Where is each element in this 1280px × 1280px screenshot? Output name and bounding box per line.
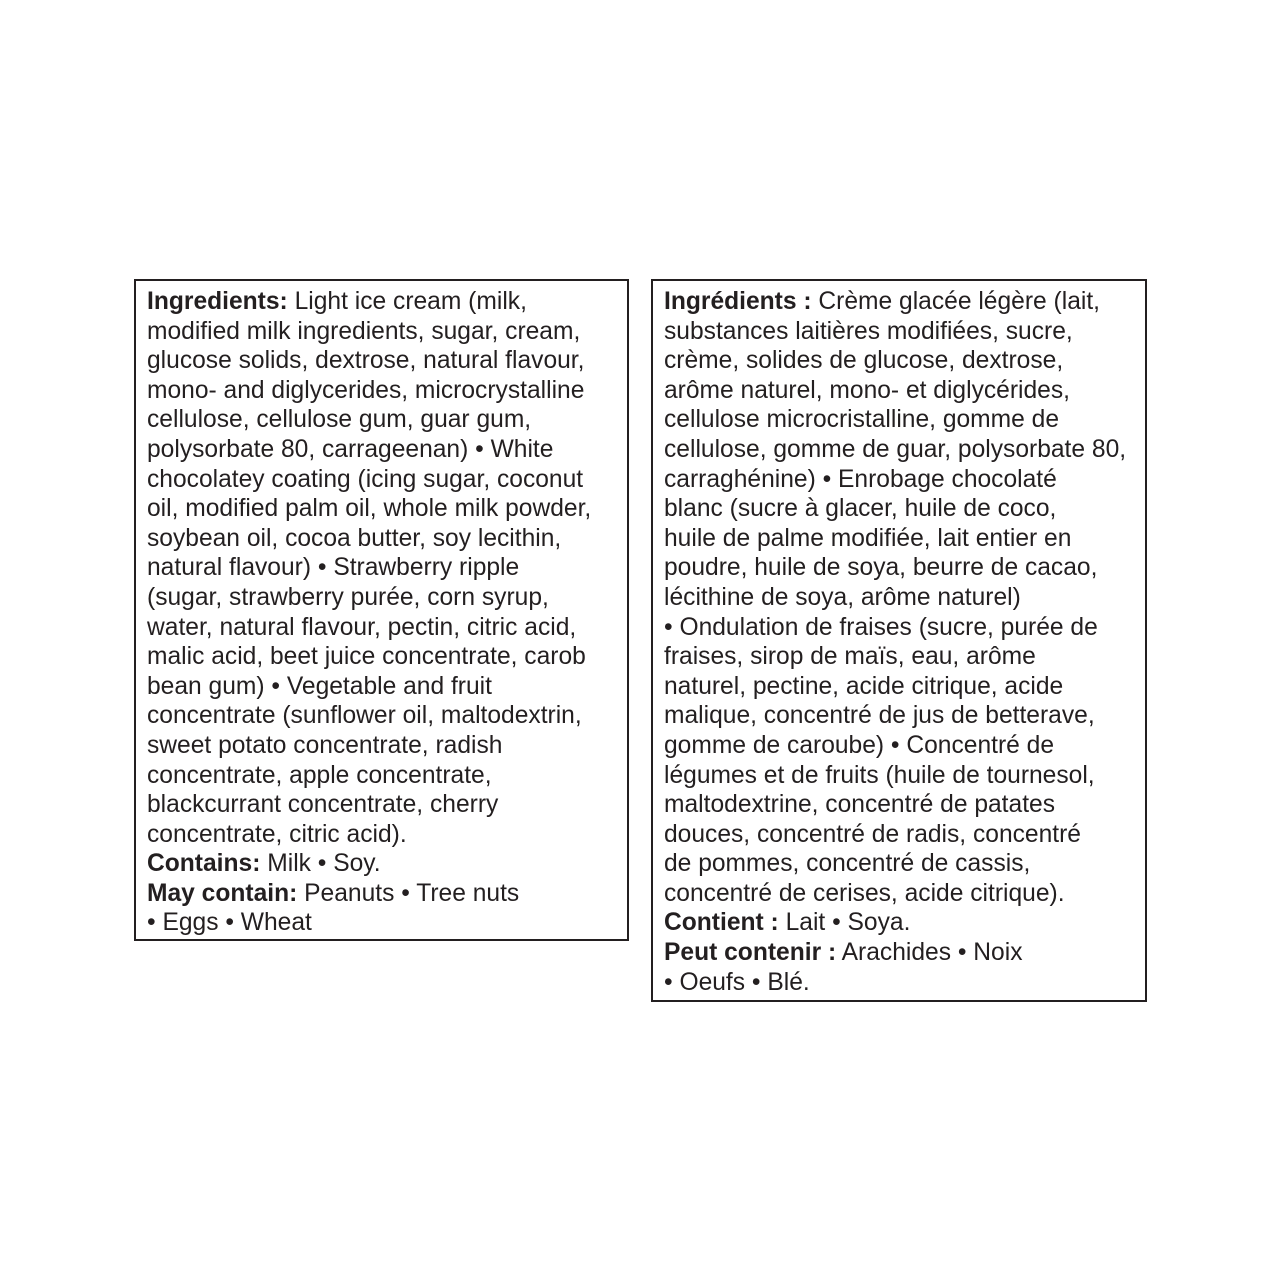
label-contains: Contains: <box>147 850 261 878</box>
text-line: malique, concentré de jus de betterave, <box>664 702 1095 730</box>
line-text: Light ice cream (milk, <box>287 288 527 315</box>
label-ingredients: Ingredients: <box>147 288 288 315</box>
text-line: huile de palme modifiée, lait entier en <box>664 524 1072 552</box>
line-text: Milk • Soy. <box>260 850 381 878</box>
text-line: douces, concentré de radis, concentré <box>664 820 1081 848</box>
text-line: naturel, pectine, acide citrique, acide <box>664 672 1064 700</box>
text-line <box>664 908 1139 938</box>
text-line: polysorbate 80, carrageenan) • White <box>147 435 554 463</box>
ingredients-panel-english <box>134 279 629 941</box>
text-line: légumes et de fruits (huile de tournesol, <box>664 761 1095 789</box>
text-line: maltodextrine, concentré de patates <box>664 791 1056 819</box>
text-line: concentrate, apple concentrate, <box>147 761 492 789</box>
text-line: bean gum) • Vegetable and fruit <box>147 672 492 700</box>
label-may-contain: Peut contenir : <box>664 939 837 967</box>
text-line: carraghénine) • Enrobage chocolaté <box>664 465 1057 493</box>
text-line: oil, modified palm oil, whole milk powder, <box>147 495 592 523</box>
text-line <box>147 849 621 879</box>
text-line: mono- and diglycerides, microcrystalline <box>147 376 585 404</box>
text-line: blanc (sucre à glacer, huile de coco, <box>664 495 1057 523</box>
ingredients-panel-french <box>651 279 1147 1002</box>
text-line: • Oeufs • Blé. <box>664 968 810 996</box>
text-line: substances laitières modifiées, sucre, <box>664 317 1073 345</box>
line-text: Peanuts • Tree nuts <box>297 879 520 907</box>
text-line: natural flavour) • Strawberry ripple <box>147 554 520 582</box>
text-line: de pommes, concentré de cassis, <box>664 850 1031 878</box>
text-line: poudre, huile de soya, beurre de cacao, <box>664 554 1098 582</box>
line-text: Lait • Soya. <box>778 909 911 937</box>
text-line: fraises, sirop de maïs, eau, arôme <box>664 643 1036 671</box>
text-line <box>147 287 621 317</box>
text-line: glucose solids, dextrose, natural flavour, <box>147 347 585 375</box>
text-line: malic acid, beet juice concentrate, carob <box>147 643 586 671</box>
text-line: concentré de cerises, acide citrique). <box>664 879 1065 907</box>
text-line <box>147 879 621 909</box>
text-line: cellulose, gomme de guar, polysorbate 80, <box>664 435 1127 463</box>
text-line: concentrate, citric acid). <box>147 820 407 848</box>
text-line: • Eggs • Wheat <box>147 909 312 937</box>
label-contains: Contient : <box>664 909 779 937</box>
text-line: arôme naturel, mono- et diglycérides, <box>664 376 1070 404</box>
line-text: Crème glacée légère (lait, <box>811 288 1101 315</box>
text-line: blackcurrant concentrate, cherry <box>147 791 499 819</box>
text-line: • Ondulation de fraises (sucre, purée de <box>664 613 1098 641</box>
label-may-contain: May contain: <box>147 879 298 907</box>
text-line: modified milk ingredients, sugar, cream, <box>147 317 581 345</box>
text-line: crème, solides de glucose, dextrose, <box>664 347 1064 375</box>
text-line: cellulose, cellulose gum, guar gum, <box>147 406 532 434</box>
text-line: concentrate (sunflower oil, maltodextrin, <box>147 702 582 730</box>
text-line: (sugar, strawberry purée, corn syrup, <box>147 583 549 611</box>
line-text: Arachides • Noix <box>836 939 1023 967</box>
text-line: water, natural flavour, pectin, citric acid, <box>147 613 577 641</box>
text-line: cellulose microcristalline, gomme de <box>664 406 1060 434</box>
text-line: soybean oil, cocoa butter, soy lecithin, <box>147 524 562 552</box>
text-line: chocolatey coating (icing sugar, coconut <box>147 465 584 493</box>
label-ingredients: Ingrédients : <box>664 288 812 315</box>
text-line <box>664 938 1139 968</box>
text-line: lécithine de soya, arôme naturel) <box>664 583 1021 611</box>
text-line <box>664 287 1139 317</box>
text-line: gomme de caroube) • Concentré de <box>664 731 1055 759</box>
text-line: sweet potato concentrate, radish <box>147 731 503 759</box>
